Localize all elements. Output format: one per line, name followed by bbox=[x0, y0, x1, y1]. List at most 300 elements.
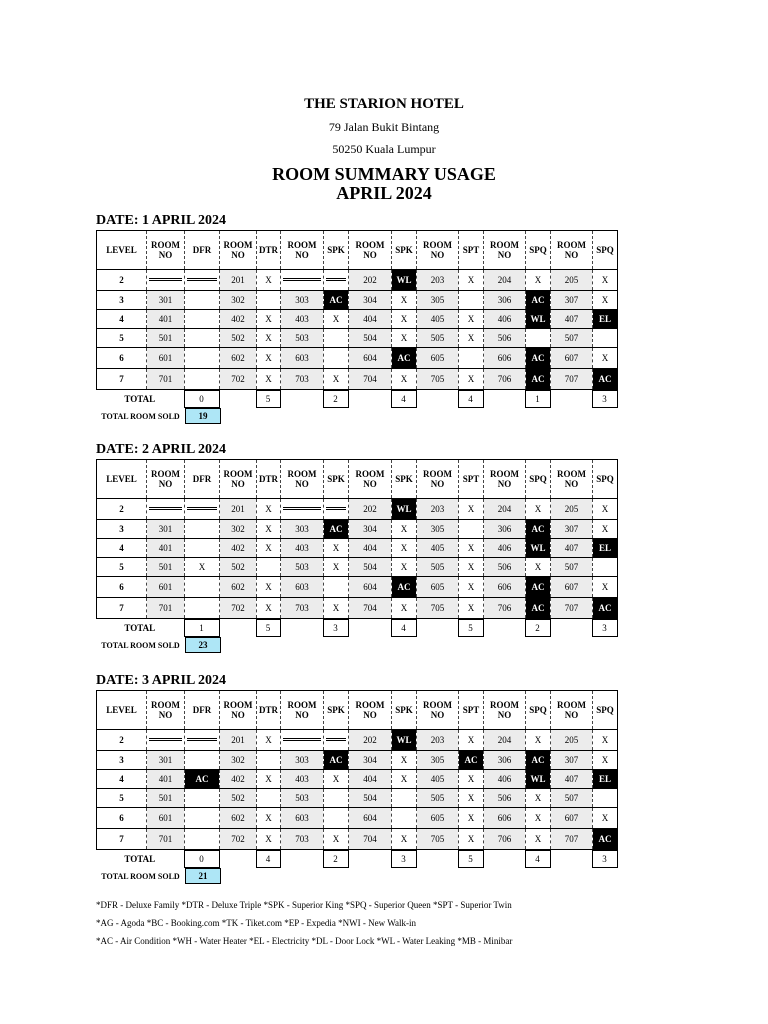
status-cell bbox=[185, 808, 220, 829]
column-total: 1 bbox=[525, 391, 550, 408]
column-total: 4 bbox=[458, 391, 483, 408]
status-cell: X bbox=[459, 558, 484, 577]
table-row bbox=[97, 329, 618, 348]
column-header: ROOM NO bbox=[551, 231, 593, 270]
status-cell bbox=[185, 270, 220, 291]
status-cell: X bbox=[459, 270, 484, 291]
room-number-cell: 201 bbox=[220, 499, 257, 520]
room-number-cell: 601 bbox=[147, 808, 185, 829]
status-cell: X bbox=[257, 539, 281, 558]
room-number-cell: 302 bbox=[220, 520, 257, 539]
status-cell: AC bbox=[526, 577, 551, 598]
room-number-cell: 604 bbox=[349, 577, 392, 598]
status-cell: X bbox=[526, 270, 551, 291]
room-number-cell bbox=[147, 499, 185, 520]
room-number-cell: 505 bbox=[417, 329, 459, 348]
status-cell: X bbox=[257, 270, 281, 291]
room-number-cell: 407 bbox=[551, 539, 593, 558]
room-number-cell: 607 bbox=[551, 348, 593, 369]
room-number-cell: 705 bbox=[417, 369, 459, 390]
totals-table bbox=[96, 390, 618, 408]
room-number-cell: 707 bbox=[551, 369, 593, 390]
total-room-sold-row bbox=[96, 637, 626, 653]
status-cell: X bbox=[593, 730, 618, 751]
status-cell: X bbox=[392, 310, 417, 329]
status-cell: EL bbox=[593, 310, 618, 329]
room-number-cell: 202 bbox=[349, 499, 392, 520]
legend-room-types: *DFR - Deluxe Family *DTR - Deluxe Triple *SPK - Superior King *SPQ - Superior Queen *SPT - Superior Twin bbox=[96, 900, 512, 910]
status-cell: AC bbox=[526, 751, 551, 770]
column-total: 3 bbox=[592, 620, 617, 637]
room-number-cell: 306 bbox=[484, 751, 526, 770]
address-line-1: 79 Jalan Bukit Bintang bbox=[328, 120, 440, 134]
status-cell bbox=[324, 499, 349, 520]
status-cell bbox=[324, 577, 349, 598]
status-cell: X bbox=[459, 808, 484, 829]
room-number-cell: 201 bbox=[220, 730, 257, 751]
room-number-cell: 203 bbox=[417, 499, 459, 520]
table-header-row bbox=[97, 231, 618, 270]
status-cell: AC bbox=[324, 751, 349, 770]
status-cell: X bbox=[392, 598, 417, 619]
status-cell: X bbox=[459, 770, 484, 789]
table-row bbox=[97, 499, 618, 520]
column-header: ROOM NO bbox=[281, 460, 324, 499]
room-number-cell: 306 bbox=[484, 291, 526, 310]
room-number-cell: 304 bbox=[349, 291, 392, 310]
room-number-cell: 303 bbox=[281, 520, 324, 539]
status-cell: AC bbox=[392, 348, 417, 369]
column-header: SPK bbox=[324, 231, 349, 270]
room-number-cell: 405 bbox=[417, 310, 459, 329]
table-row bbox=[97, 751, 618, 770]
address-line-2: 50250 Kuala Lumpur bbox=[332, 142, 436, 156]
room-number-cell: 303 bbox=[281, 751, 324, 770]
status-cell: X bbox=[392, 829, 417, 850]
room-number-cell: 603 bbox=[281, 577, 324, 598]
room-number-cell: 201 bbox=[220, 270, 257, 291]
room-number-cell: 306 bbox=[484, 520, 526, 539]
column-total: 1 bbox=[184, 620, 219, 637]
status-cell: AC bbox=[324, 520, 349, 539]
status-cell: WL bbox=[392, 270, 417, 291]
status-cell: X bbox=[526, 730, 551, 751]
room-number-cell bbox=[281, 730, 324, 751]
room-number-cell: 302 bbox=[220, 751, 257, 770]
room-number-cell: 701 bbox=[147, 829, 185, 850]
status-cell: X bbox=[459, 539, 484, 558]
day-section bbox=[96, 212, 626, 424]
room-usage-table bbox=[96, 459, 618, 619]
status-cell: WL bbox=[526, 310, 551, 329]
room-number-cell: 706 bbox=[484, 598, 526, 619]
status-cell: WL bbox=[526, 539, 551, 558]
column-total: 3 bbox=[592, 391, 617, 408]
level-cell: 6 bbox=[97, 577, 147, 598]
spacer-cell bbox=[416, 851, 458, 868]
status-cell: X bbox=[257, 348, 281, 369]
status-cell bbox=[324, 348, 349, 369]
column-header: SPK bbox=[392, 691, 417, 730]
status-cell: X bbox=[392, 369, 417, 390]
totals-row bbox=[96, 851, 617, 868]
room-number-cell: 703 bbox=[281, 598, 324, 619]
column-total: 5 bbox=[458, 620, 483, 637]
status-cell: EL bbox=[593, 770, 618, 789]
status-cell: X bbox=[392, 751, 417, 770]
room-number-cell: 701 bbox=[147, 369, 185, 390]
room-number-cell: 405 bbox=[417, 770, 459, 789]
column-header: ROOM NO bbox=[147, 231, 185, 270]
spacer-cell bbox=[416, 620, 458, 637]
room-number-cell: 204 bbox=[484, 270, 526, 291]
room-number-cell: 503 bbox=[281, 329, 324, 348]
column-total: 0 bbox=[184, 391, 219, 408]
status-cell: WL bbox=[526, 770, 551, 789]
spacer-cell bbox=[550, 391, 592, 408]
status-cell bbox=[185, 291, 220, 310]
column-header: SPQ bbox=[593, 231, 618, 270]
room-number-cell: 304 bbox=[349, 751, 392, 770]
status-cell: X bbox=[324, 770, 349, 789]
column-total: 5 bbox=[458, 851, 483, 868]
status-cell bbox=[392, 789, 417, 808]
status-cell: AC bbox=[593, 829, 618, 850]
status-cell: X bbox=[459, 829, 484, 850]
date-label: DATE: 1 APRIL 2024 bbox=[96, 213, 227, 228]
level-cell: 2 bbox=[97, 499, 147, 520]
room-number-cell: 504 bbox=[349, 558, 392, 577]
room-number-cell: 504 bbox=[349, 789, 392, 808]
room-number-cell: 704 bbox=[349, 829, 392, 850]
room-number-cell: 605 bbox=[417, 577, 459, 598]
status-cell bbox=[593, 789, 618, 808]
status-cell: X bbox=[257, 499, 281, 520]
status-cell: X bbox=[324, 598, 349, 619]
table-row bbox=[97, 348, 618, 369]
column-header: SPT bbox=[459, 460, 484, 499]
column-total: 5 bbox=[256, 620, 280, 637]
status-cell: X bbox=[257, 310, 281, 329]
status-cell: X bbox=[459, 730, 484, 751]
status-cell bbox=[185, 310, 220, 329]
column-header: SPK bbox=[324, 691, 349, 730]
status-cell: AC bbox=[526, 291, 551, 310]
room-number-cell: 705 bbox=[417, 598, 459, 619]
hotel-name: THE STARION HOTEL bbox=[304, 96, 464, 112]
spacer-cell bbox=[280, 391, 323, 408]
status-cell: AC bbox=[392, 577, 417, 598]
total-room-sold-value: 23 bbox=[185, 637, 221, 653]
status-cell: WL bbox=[392, 499, 417, 520]
column-header: ROOM NO bbox=[281, 231, 324, 270]
status-cell: AC bbox=[526, 369, 551, 390]
room-number-cell: 601 bbox=[147, 577, 185, 598]
column-header: DFR bbox=[185, 231, 220, 270]
status-cell: AC bbox=[526, 598, 551, 619]
status-cell: X bbox=[392, 539, 417, 558]
column-header: ROOM NO bbox=[220, 460, 257, 499]
status-cell bbox=[185, 577, 220, 598]
report-period: APRIL 2024 bbox=[336, 183, 432, 203]
table-header-row bbox=[97, 691, 618, 730]
column-total: 3 bbox=[592, 851, 617, 868]
room-number-cell: 707 bbox=[551, 829, 593, 850]
status-cell: X bbox=[392, 558, 417, 577]
status-cell: X bbox=[257, 598, 281, 619]
column-header: ROOM NO bbox=[220, 691, 257, 730]
column-header: DFR bbox=[185, 460, 220, 499]
status-cell: WL bbox=[392, 730, 417, 751]
status-cell: X bbox=[324, 310, 349, 329]
status-cell: X bbox=[526, 789, 551, 808]
room-number-cell: 403 bbox=[281, 770, 324, 789]
day-section bbox=[96, 441, 626, 653]
status-cell: X bbox=[459, 577, 484, 598]
status-cell bbox=[185, 829, 220, 850]
spacer-cell bbox=[348, 391, 391, 408]
room-usage-table bbox=[96, 230, 618, 390]
room-number-cell bbox=[281, 499, 324, 520]
room-number-cell: 307 bbox=[551, 751, 593, 770]
room-number-cell: 607 bbox=[551, 808, 593, 829]
room-number-cell: 205 bbox=[551, 499, 593, 520]
status-cell: AC bbox=[593, 598, 618, 619]
room-number-cell: 704 bbox=[349, 369, 392, 390]
table-row bbox=[97, 598, 618, 619]
column-header: ROOM NO bbox=[147, 691, 185, 730]
table-header-row bbox=[97, 460, 618, 499]
room-number-cell: 605 bbox=[417, 348, 459, 369]
level-cell: 6 bbox=[97, 808, 147, 829]
column-total: 4 bbox=[525, 851, 550, 868]
room-number-cell: 301 bbox=[147, 751, 185, 770]
level-cell: 5 bbox=[97, 329, 147, 348]
room-number-cell bbox=[281, 270, 324, 291]
room-number-cell: 502 bbox=[220, 789, 257, 808]
column-header: ROOM NO bbox=[349, 691, 392, 730]
column-header: ROOM NO bbox=[484, 691, 526, 730]
total-room-sold-label: TOTAL ROOM SOLD bbox=[101, 871, 180, 881]
status-cell bbox=[257, 558, 281, 577]
status-cell bbox=[459, 348, 484, 369]
column-header: ROOM NO bbox=[417, 691, 459, 730]
status-cell: X bbox=[526, 558, 551, 577]
status-cell: AC bbox=[593, 369, 618, 390]
room-number-cell: 501 bbox=[147, 789, 185, 808]
report-title-text: ROOM SUMMARY USAGE bbox=[272, 164, 496, 184]
room-number-cell: 303 bbox=[281, 291, 324, 310]
room-number-cell: 307 bbox=[551, 520, 593, 539]
level-cell: 4 bbox=[97, 310, 147, 329]
column-header: ROOM NO bbox=[147, 460, 185, 499]
room-number-cell: 403 bbox=[281, 539, 324, 558]
room-number-cell: 706 bbox=[484, 829, 526, 850]
room-number-cell: 702 bbox=[220, 598, 257, 619]
room-number-cell: 406 bbox=[484, 539, 526, 558]
status-cell: X bbox=[324, 539, 349, 558]
total-room-sold-value: 19 bbox=[185, 408, 221, 424]
table-row bbox=[97, 369, 618, 390]
column-header: DFR bbox=[185, 691, 220, 730]
status-cell: X bbox=[392, 291, 417, 310]
spacer-cell bbox=[483, 851, 525, 868]
room-number-cell: 503 bbox=[281, 789, 324, 808]
room-number-cell: 502 bbox=[220, 329, 257, 348]
room-number-cell: 603 bbox=[281, 808, 324, 829]
column-header: SPT bbox=[459, 691, 484, 730]
room-number-cell: 407 bbox=[551, 310, 593, 329]
status-cell: X bbox=[593, 291, 618, 310]
room-number-cell: 606 bbox=[484, 577, 526, 598]
legend-channels: *AG - Agoda *BC - Booking.com *TK - Tiket.com *EP - Expedia *NWI - New Walk-in bbox=[96, 918, 416, 928]
room-number-cell: 401 bbox=[147, 310, 185, 329]
status-cell: X bbox=[593, 270, 618, 291]
room-usage-table bbox=[96, 690, 618, 850]
table-row bbox=[97, 310, 618, 329]
column-total: 4 bbox=[391, 391, 416, 408]
room-number-cell: 402 bbox=[220, 770, 257, 789]
status-cell: X bbox=[324, 829, 349, 850]
room-number-cell: 401 bbox=[147, 539, 185, 558]
room-number-cell: 501 bbox=[147, 558, 185, 577]
column-header: ROOM NO bbox=[484, 231, 526, 270]
room-number-cell: 406 bbox=[484, 310, 526, 329]
spacer-cell bbox=[219, 620, 256, 637]
room-number-cell bbox=[147, 270, 185, 291]
total-room-sold-label: TOTAL ROOM SOLD bbox=[101, 640, 180, 650]
room-number-cell: 305 bbox=[417, 751, 459, 770]
status-cell: X bbox=[392, 329, 417, 348]
status-cell bbox=[185, 598, 220, 619]
room-number-cell: 502 bbox=[220, 558, 257, 577]
room-number-cell: 506 bbox=[484, 558, 526, 577]
column-header: LEVEL bbox=[97, 460, 147, 499]
room-number-cell: 506 bbox=[484, 789, 526, 808]
level-cell: 4 bbox=[97, 539, 147, 558]
day-section bbox=[96, 672, 626, 884]
status-cell: AC bbox=[526, 348, 551, 369]
room-number-cell: 304 bbox=[349, 520, 392, 539]
room-number-cell: 704 bbox=[349, 598, 392, 619]
room-number-cell: 404 bbox=[349, 310, 392, 329]
table-row bbox=[97, 808, 618, 829]
column-total: 0 bbox=[184, 851, 219, 868]
room-number-cell: 607 bbox=[551, 577, 593, 598]
level-cell: 5 bbox=[97, 789, 147, 808]
level-cell: 7 bbox=[97, 598, 147, 619]
status-cell bbox=[526, 329, 551, 348]
status-cell bbox=[324, 730, 349, 751]
column-total: 2 bbox=[525, 620, 550, 637]
spacer-cell bbox=[219, 391, 256, 408]
status-cell: X bbox=[257, 577, 281, 598]
status-cell: X bbox=[257, 329, 281, 348]
status-cell: X bbox=[593, 751, 618, 770]
total-label: TOTAL bbox=[124, 854, 156, 864]
legend-issues: *AC - Air Condition *WH - Water Heater *EL - Electricity *DL - Door Lock *WL - Water Leaking *MB - Minibar bbox=[96, 936, 513, 946]
spacer-cell bbox=[483, 391, 525, 408]
level-cell: 2 bbox=[97, 270, 147, 291]
status-cell: AC bbox=[526, 520, 551, 539]
room-number-cell: 302 bbox=[220, 291, 257, 310]
status-cell bbox=[392, 808, 417, 829]
total-room-sold-label: TOTAL ROOM SOLD bbox=[101, 411, 180, 421]
room-number-cell: 707 bbox=[551, 598, 593, 619]
room-number-cell: 703 bbox=[281, 369, 324, 390]
level-cell: 3 bbox=[97, 520, 147, 539]
column-header: ROOM NO bbox=[551, 691, 593, 730]
spacer-cell bbox=[219, 851, 256, 868]
room-number-cell: 305 bbox=[417, 291, 459, 310]
status-cell: X bbox=[459, 329, 484, 348]
room-number-cell: 701 bbox=[147, 598, 185, 619]
room-number-cell: 602 bbox=[220, 348, 257, 369]
level-cell: 2 bbox=[97, 730, 147, 751]
room-number-cell: 602 bbox=[220, 808, 257, 829]
status-cell: X bbox=[526, 808, 551, 829]
status-cell: X bbox=[593, 499, 618, 520]
totals-table bbox=[96, 619, 618, 637]
status-cell bbox=[257, 789, 281, 808]
room-number-cell: 507 bbox=[551, 329, 593, 348]
column-total: 3 bbox=[323, 620, 348, 637]
column-total: 4 bbox=[256, 851, 280, 868]
status-cell bbox=[459, 520, 484, 539]
level-cell: 3 bbox=[97, 751, 147, 770]
status-cell: X bbox=[392, 520, 417, 539]
room-number-cell: 205 bbox=[551, 730, 593, 751]
report-title bbox=[0, 165, 768, 203]
column-header: ROOM NO bbox=[281, 691, 324, 730]
column-header: SPK bbox=[324, 460, 349, 499]
status-cell: X bbox=[257, 520, 281, 539]
status-cell: X bbox=[257, 829, 281, 850]
total-room-sold-row bbox=[96, 868, 626, 884]
status-cell bbox=[257, 751, 281, 770]
status-cell: X bbox=[324, 558, 349, 577]
room-number-cell: 602 bbox=[220, 577, 257, 598]
status-cell: X bbox=[593, 808, 618, 829]
room-number-cell: 204 bbox=[484, 499, 526, 520]
room-number-cell: 405 bbox=[417, 539, 459, 558]
room-number-cell: 202 bbox=[349, 270, 392, 291]
status-cell bbox=[324, 789, 349, 808]
status-cell: X bbox=[526, 499, 551, 520]
room-number-cell: 307 bbox=[551, 291, 593, 310]
table-row bbox=[97, 539, 618, 558]
column-header: LEVEL bbox=[97, 231, 147, 270]
room-number-cell: 202 bbox=[349, 730, 392, 751]
status-cell: AC bbox=[459, 751, 484, 770]
totals-row bbox=[96, 391, 617, 408]
room-number-cell: 703 bbox=[281, 829, 324, 850]
totals-table bbox=[96, 850, 618, 868]
column-header: SPT bbox=[459, 231, 484, 270]
column-header: SPQ bbox=[526, 691, 551, 730]
date-label: DATE: 3 APRIL 2024 bbox=[96, 673, 227, 688]
room-number-cell: 406 bbox=[484, 770, 526, 789]
status-cell bbox=[324, 808, 349, 829]
column-header: SPQ bbox=[526, 460, 551, 499]
room-number-cell bbox=[147, 730, 185, 751]
room-number-cell: 204 bbox=[484, 730, 526, 751]
status-cell: AC bbox=[324, 291, 349, 310]
room-number-cell: 404 bbox=[349, 539, 392, 558]
total-label: TOTAL bbox=[124, 394, 156, 404]
room-number-cell: 401 bbox=[147, 770, 185, 789]
status-cell bbox=[185, 499, 220, 520]
